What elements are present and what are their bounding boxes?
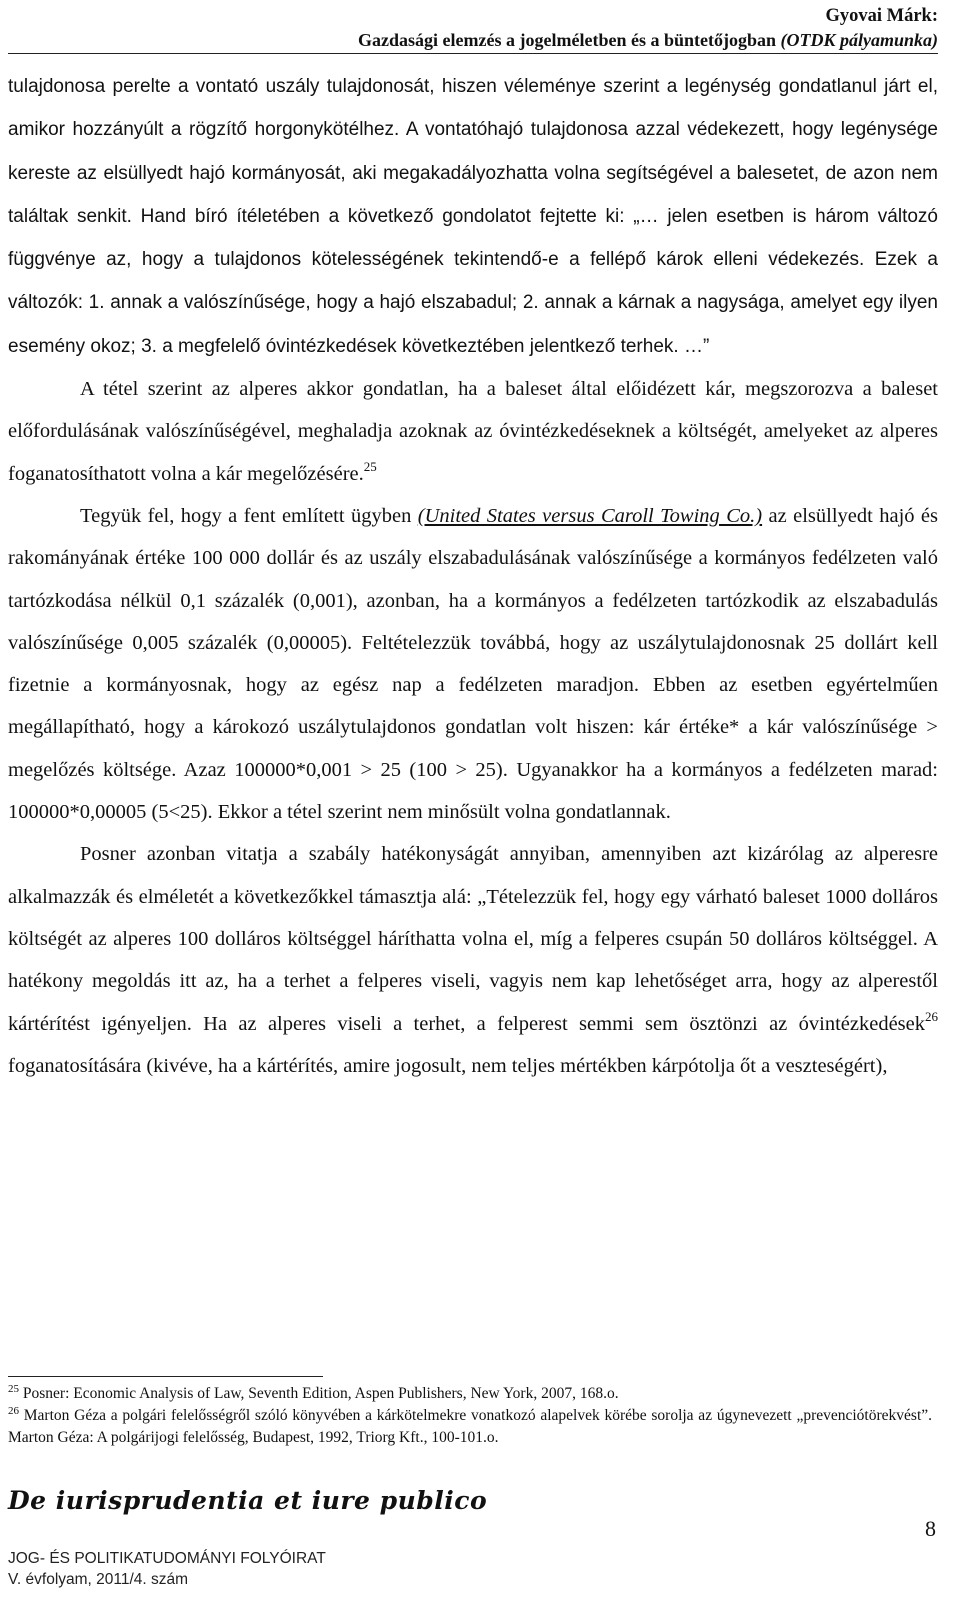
- paragraph-3-post: az elsüllyedt hajó és rakományának értéke 100 000 dollár és az uszály elszabadulásának valószínűsége a kormányos fedélzeten való tartózkodása nélkül 0,1 százalék (0,001), azonban, ha a kormányos a fedélzeten tartózkodik az elszabadulás valószínűsége 0,005 százalék (0,00005). Feltételezzük továbbá, hogy az uszálytulajdonosnak 25 dollárt kell fizetnie a kormányosnak, hogy az egész nap a fedélzeten maradjon. Ebben az esetben egyértelműen megállapítható, hogy a károkozó uszálytulajdonos gondatlan volt hiszen: kár értéke* a kár valószínűsége > megelőzés költsége. Azaz 100000*0,001 > 25 (100 > 25). Ugyanakkor ha a kormányos a fedélzeten marad: 100000*0,00005 (5<25). Ekkor a tétel szerint nem minősült volna gondatlannak.: [8, 504, 938, 824]
- header-subtitle: [358, 28, 938, 52]
- footnote-text: Posner: Economic Analysis of Law, Seventh Edition, Aspen Publishers, New York, 2007, 168.o.: [22, 1385, 619, 1402]
- paragraph-1-part1: tulajdonosa perelte a vontató uszály tulajdonosát, hiszen véleménye szerint a legénység gondatlanul járt el, amikor hozzányúlt a rögzítő horgonykötélhez. A vontatóhajó tulajdonosa azzal védekezett, hogy legénysége kereste az elsüllyedt hajó kormányosát, aki megakadályozhatta volna segítségével a balesetet, de azon nem találtak senkit. Hand bíró ítéletében a következő gondolatot fejtette ki:: [8, 76, 938, 227]
- header-rule: [8, 53, 938, 54]
- header-subtitle-main: Gazdasági elemzés a jogelméletben és a büntetőjogban: [358, 30, 776, 50]
- paragraph-3-pre: Tegyük fel, hogy a fent említett ügyben: [80, 504, 418, 527]
- journal-title: De iurisprudentia et iure publico: [8, 1486, 488, 1515]
- paragraph-4-post: foganatosítására (kivéve, ha a kártérítés, amire jogosult, nem teljes mértékben kárpótolja őt a veszteségért),: [8, 1054, 888, 1077]
- journal-subtitle: [8, 1548, 326, 1590]
- paragraph-1: [8, 65, 938, 368]
- paragraph-4-pre: Posner azonban vitatja a szabály hatékonyságát annyiban, amennyiben azt kizárólag az alperesre alkalmazzák és elméletét a következőkkel támasztja alá: „Tételezzük fel, hogy egy várható baleset 1000 dolláros költségét az alperes 100 dolláros költséggel háríthatta volna el, míg a felperes csupán 50 dolláros költséggel. A hatékony megoldás itt az, ha a terhet a felperes viseli, vagyis nem kap lehetőséget arra, hogy az alperestől kártérítést igényeljen. Ha az alperes viseli a terhet, a felperest semmi sem ösztönzi az óvintézkedések: [8, 843, 938, 1035]
- page-header: [358, 4, 938, 52]
- header-subtitle-tag: (OTDK pályamunka): [780, 30, 938, 50]
- footnote-25: [8, 1383, 932, 1405]
- header-author: Gyovai Márk:: [825, 6, 938, 26]
- footnotes: [8, 1383, 932, 1449]
- footnote-ref-25[interactable]: 25: [363, 458, 377, 474]
- journal-subtitle-line1: JOG- ÉS POLITIKATUDOMÁNYI FOLYÓIRAT: [8, 1550, 326, 1567]
- paragraph-2: [8, 368, 938, 495]
- body-text: [8, 65, 938, 1087]
- journal-subtitle-line2: V. évfolyam, 2011/4. szám: [8, 1571, 189, 1588]
- footnote-rule: [8, 1376, 323, 1377]
- paragraph-4: [8, 833, 938, 1087]
- footnote-number: 26: [8, 1405, 19, 1417]
- page-number: 8: [925, 1516, 936, 1541]
- footnote-26: [8, 1405, 932, 1449]
- paragraph-2-text: A tétel szerint az alperes akkor gondatlan, ha a baleset által előidézett kár, megszorozva a baleset előfordulásának valószínűségével, meghaladja azoknak az óvintézkedéseknek a költségét, amelyeket az alperes foganatosíthatott volna a kár megelőzésére.: [8, 378, 938, 485]
- paragraph-3: [8, 495, 938, 833]
- paragraph-1-quote: „… jelen esetben is három változó függvénye az, hogy a tulajdonos kötelességének tekintendő-e a fellépő károk elleni védekezés. Ezek a változók: 1. annak a valószínűsége, hogy a hajó elszabadul; 2. annak a kárnak a nagysága, amelyet egy ilyen esemény okoz; 3. a megfelelő óvintézkedések következtében jelentkező terhek. …”: [8, 205, 938, 357]
- case-name: (United States versus Caroll Towing Co.): [417, 504, 763, 527]
- footnote-number: 25: [8, 1383, 19, 1395]
- footnote-text: Marton Géza a polgári felelősségről szóló könyvében a kárkötelmekre vonatkozó alapelvek körébe sorolja az úgynevezett „prevenciótörekvést”. Marton Géza: A polgárijogi felelősség, Budapest, 1992, Triorg Kft., 100-101.o.: [8, 1407, 933, 1446]
- footnote-ref-26[interactable]: 26: [925, 1008, 938, 1024]
